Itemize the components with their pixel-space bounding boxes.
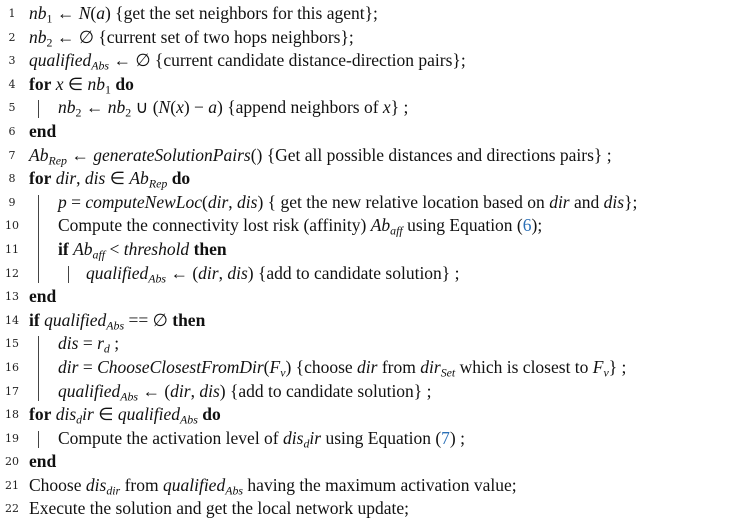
block-indent-bar xyxy=(38,195,39,283)
algorithm-line xyxy=(0,49,731,73)
block-indent-bar xyxy=(38,431,39,449)
line-number: 5 xyxy=(8,101,16,115)
line-code: for dir, dis ∈ $Ab_{Rep}$ do xyxy=(29,168,191,191)
line-number: 11 xyxy=(5,242,19,256)
line-number: 13 xyxy=(5,290,19,304)
line-code: dir = $ChooseClosestFromDir(F_v)$ {choose dir from dir$_{Set}$ which is closest to $F_v$} ; xyxy=(58,356,627,380)
line-code: for dis$_d$ir ∈ qualified$_{Abs}$ do xyxy=(29,404,221,427)
algorithm-line xyxy=(0,120,731,144)
line-number: 4 xyxy=(8,77,16,91)
algorithm-line xyxy=(0,73,731,97)
line-code: end xyxy=(29,451,57,472)
equation-reference-link[interactable]: 7 xyxy=(441,427,450,448)
line-code: if $Ab_{aff}$ < threshold then xyxy=(58,238,227,262)
line-number: 17 xyxy=(5,384,19,398)
line-number: 12 xyxy=(5,266,19,280)
line-number: 8 xyxy=(8,172,16,186)
line-number: 3 xyxy=(8,54,16,68)
algorithm-line xyxy=(0,450,731,474)
algorithm-line xyxy=(0,262,731,286)
line-number: 6 xyxy=(8,124,16,138)
algorithm-line xyxy=(0,332,731,356)
algorithm-line xyxy=(0,474,731,498)
block-indent-bar xyxy=(38,336,39,401)
line-code: qualified$_{Abs}$ ← (dir, dis) {add to candidate solution} ; xyxy=(58,380,432,404)
algorithm-line xyxy=(0,309,731,333)
algorithm-line xyxy=(0,356,731,380)
algorithm-line xyxy=(0,2,731,26)
line-code: qualified$_{Abs}$ ← ∅ {current candidate distance-direction pairs}; xyxy=(29,50,466,73)
line-code: Compute the connectivity lost risk (affinity) $Ab_{aff}$ using Equation (6); xyxy=(58,215,543,238)
algorithm-line xyxy=(0,96,731,120)
algorithm-line xyxy=(0,427,731,451)
algorithm-line xyxy=(0,214,731,238)
line-code: p = computeNewLoc(dir, dis) { get the new relative location based on dir and dis}; xyxy=(58,191,638,212)
algorithm-line xyxy=(0,285,731,309)
algorithm-line xyxy=(0,191,731,215)
line-number: 21 xyxy=(5,478,19,492)
line-number: 20 xyxy=(5,455,19,469)
algorithm-line xyxy=(0,238,731,262)
line-code: $nb_2$ ← ∅ {current set of two hops neighbors}; xyxy=(29,26,354,50)
line-code: $nb_1$ ← N(a) {get the set neighbors for this agent}; xyxy=(29,3,378,26)
line-number: 19 xyxy=(5,431,19,445)
line-number: 15 xyxy=(5,337,19,351)
line-number: 1 xyxy=(8,7,16,20)
line-code: qualified$_{Abs}$ ← (dir, dis) {add to candidate solution} ; xyxy=(86,262,460,286)
line-code: Choose dis$_{dir}$ from qualified$_{Abs}$ having the maximum activation value; xyxy=(29,474,517,498)
line-number: 16 xyxy=(5,360,19,374)
line-code: Compute the activation level of dis$_d$ir using Equation (7) ; xyxy=(58,427,465,451)
algorithm-line xyxy=(0,497,731,521)
line-number: 7 xyxy=(8,148,16,162)
line-number: 22 xyxy=(5,502,19,516)
algorithm-line xyxy=(0,380,731,404)
line-number: 2 xyxy=(8,30,16,44)
block-indent-bar xyxy=(38,100,39,118)
line-code: dis = $r_d$ ; xyxy=(58,333,120,356)
line-number: 18 xyxy=(5,408,19,422)
line-code: end xyxy=(29,286,57,307)
algorithm-listing xyxy=(0,2,731,521)
equation-reference-link[interactable]: 6 xyxy=(522,215,532,236)
line-code: $nb_2$ ← $nb_2$ ∪ (N(x) − a) {append neighbors of x} ; xyxy=(58,97,409,120)
line-number: 14 xyxy=(5,313,19,327)
line-code: for x ∈ $nb_1$ do xyxy=(29,73,134,97)
line-code: $Ab_{Rep}$ ← generateSolutionPairs() {Get all possible distances and directions pairs} ; xyxy=(29,144,612,168)
algorithm-line xyxy=(0,26,731,50)
algorithm-line xyxy=(0,403,731,427)
line-code: Execute the solution and get the local network update; xyxy=(29,498,410,519)
block-indent-bar xyxy=(68,266,69,284)
line-number: 10 xyxy=(5,219,19,233)
line-number: 9 xyxy=(8,195,16,209)
algorithm-line xyxy=(0,144,731,168)
line-code: end xyxy=(29,120,57,141)
line-code: if qualified$_{Abs}$ == ∅ then xyxy=(29,309,206,333)
algorithm-line xyxy=(0,167,731,191)
